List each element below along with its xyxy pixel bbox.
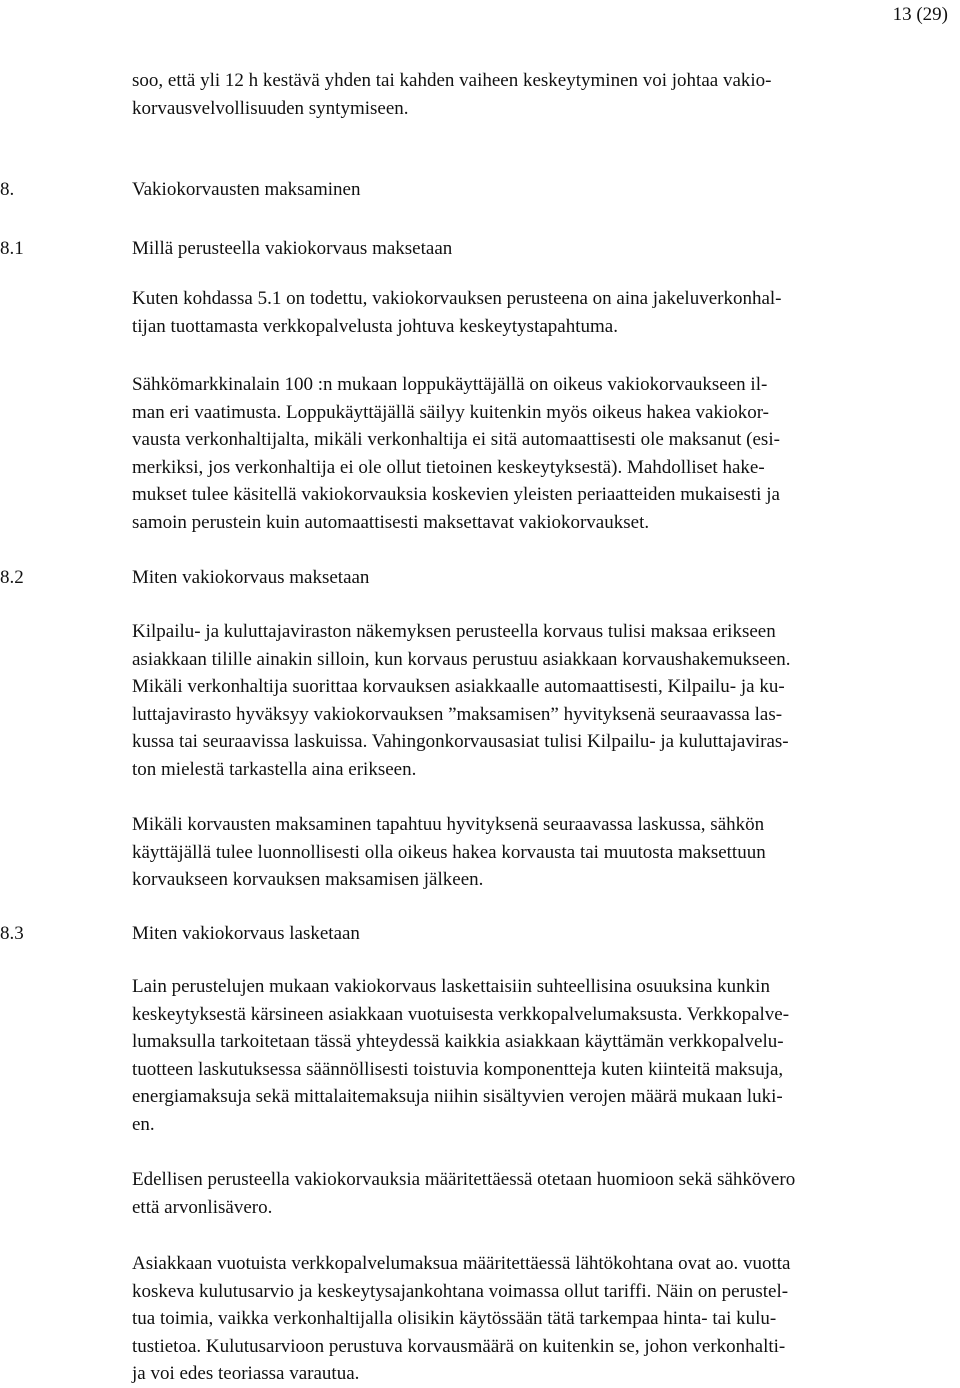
paragraph	[132, 67, 772, 122]
paragraph-line: tijan tuottamasta verkkopalvelusta johtuva keskeytystapahtuma.	[132, 315, 618, 337]
section-title: Vakiokorvausten maksaminen	[132, 179, 361, 200]
section-number: 8.1	[0, 238, 24, 259]
paragraph-line: mukset tulee käsitellä vakiokorvauksia koskevien yleisten periaatteiden mukaisesti ja	[132, 484, 780, 505]
paragraph-line: koskeva kulutusarvio ja keskeytysajankohtana voimassa ollut tariffi. Näin on perustel-	[132, 1280, 789, 1302]
paragraph	[132, 973, 789, 1138]
paragraph	[132, 811, 766, 894]
paragraph-line: Edellisen perusteella vakiokorvauksia määritettäessä otetaan huomioon sekä sähkövero	[132, 1169, 796, 1190]
paragraph-line: energiamaksuja sekä mittalaitemaksuja niihin sisältyvien verojen määrä mukaan luki-	[132, 1086, 783, 1107]
paragraph-line: tua toimia, vaikka verkonhaltijalla olisikin käytössään tätä tarkempaa hinta- tai kulu-	[132, 1308, 777, 1329]
paragraph-line: käyttäjällä tulee luonnollisesti olla oikeus hakea korvausta tai muutosta maksettuun	[132, 841, 766, 863]
paragraph-line: asiakkaan tilille ainakin silloin, kun korvaus perustuu asiakkaan korvaushakemukseen.	[132, 648, 791, 670]
paragraph	[132, 618, 791, 783]
paragraph-line: merkiksi, jos verkonhaltija ei ole ollut tietoinen keskeytyksestä). Mahdolliset hake-	[132, 456, 765, 478]
section-title: Millä perusteella vakiokorvaus maksetaan	[132, 238, 453, 259]
paragraph	[132, 1250, 790, 1388]
paragraph	[132, 1166, 795, 1221]
paragraph-line: Asiakkaan vuotuista verkkopalvelumaksua määritettäessä lähtökohtana ovat ao. vuotta	[132, 1253, 791, 1274]
paragraph-line: Kilpailu- ja kuluttajaviraston näkemyksen perusteella korvaus tulisi maksaa erikseen	[132, 621, 776, 642]
paragraph-line: ton mielestä tarkastella aina erikseen.	[132, 758, 417, 780]
paragraph-line: Mikäli verkonhaltija suorittaa korvauksen asiakkaalle automaattisesti, Kilpailu- ja ku-	[132, 676, 785, 697]
paragraph-line: että arvonlisävero.	[132, 1196, 273, 1218]
paragraph-line: Mikäli korvausten maksaminen tapahtuu hyvityksenä seuraavassa laskussa, sähkön	[132, 814, 765, 835]
page-number: 13 (29)	[892, 4, 948, 25]
paragraph-line: kussa tai seuraavissa laskuissa. Vahingonkorvausasiat tulisi Kilpailu- ja kuluttajaviras-	[132, 731, 789, 752]
section-title: Miten vakiokorvaus maksetaan	[132, 567, 370, 588]
paragraph	[132, 285, 782, 340]
paragraph-line: ja voi edes teoriassa varautua.	[132, 1363, 360, 1384]
section-number: 8.2	[0, 567, 24, 588]
paragraph-line: Sähkömarkkinalain 100 :n mukaan loppukäyttäjällä on oikeus vakiokorvaukseen il-	[132, 374, 768, 395]
paragraph-line: en.	[132, 1113, 155, 1135]
paragraph	[132, 371, 780, 536]
paragraph-line: korvaukseen korvauksen maksamisen jälkeen.	[132, 869, 484, 890]
paragraph-line: korvausvelvollisuuden syntymiseen.	[132, 97, 409, 119]
section-title: Miten vakiokorvaus lasketaan	[132, 923, 360, 944]
paragraph-line: man eri vaatimusta. Loppukäyttäjällä säilyy kuitenkin myös oikeus hakea vakiokor-	[132, 401, 770, 423]
paragraph-line: Kuten kohdassa 5.1 on todettu, vakiokorvauksen perusteena on aina jakeluverkonhal-	[132, 288, 782, 309]
paragraph-line: luttajavirasto hyväksyy vakiokorvauksen ”maksamisen” hyvityksenä seuraavassa las-	[132, 703, 783, 725]
paragraph-line: Lain perustelujen mukaan vakiokorvaus laskettaisiin suhteellisina osuuksina kunkin	[132, 976, 770, 997]
section-number: 8.3	[0, 923, 24, 944]
paragraph-line: samoin perustein kuin automaattisesti maksettavat vakiokorvaukset.	[132, 511, 650, 533]
paragraph-line: tustietoa. Kulutusarvioon perustuva korvausmäärä on kuitenkin se, johon verkonhalti-	[132, 1335, 786, 1357]
paragraph-line: vausta verkonhaltijalta, mikäli verkonhaltija ei sitä automaattisesti ole maksanut (esi-	[132, 429, 780, 450]
section-number: 8.	[0, 179, 15, 200]
paragraph-line: keskeytyksestä kärsineen asiakkaan vuotuisesta verkkopalvelumaksusta. Verkkopalve-	[132, 1003, 790, 1025]
paragraph-line: lumaksulla tarkoitetaan tässä yhteydessä kaikkia asiakkaan käyttämän verkkopalvelu-	[132, 1031, 784, 1052]
paragraph-line: tuotteen laskutuksessa säännöllisesti toistuvia komponentteja kuten kiinteitä maksuja,	[132, 1058, 784, 1080]
paragraph-line: soo, että yli 12 h kestävä yhden tai kahden vaiheen keskeytyminen voi johtaa vakio-	[132, 70, 772, 91]
